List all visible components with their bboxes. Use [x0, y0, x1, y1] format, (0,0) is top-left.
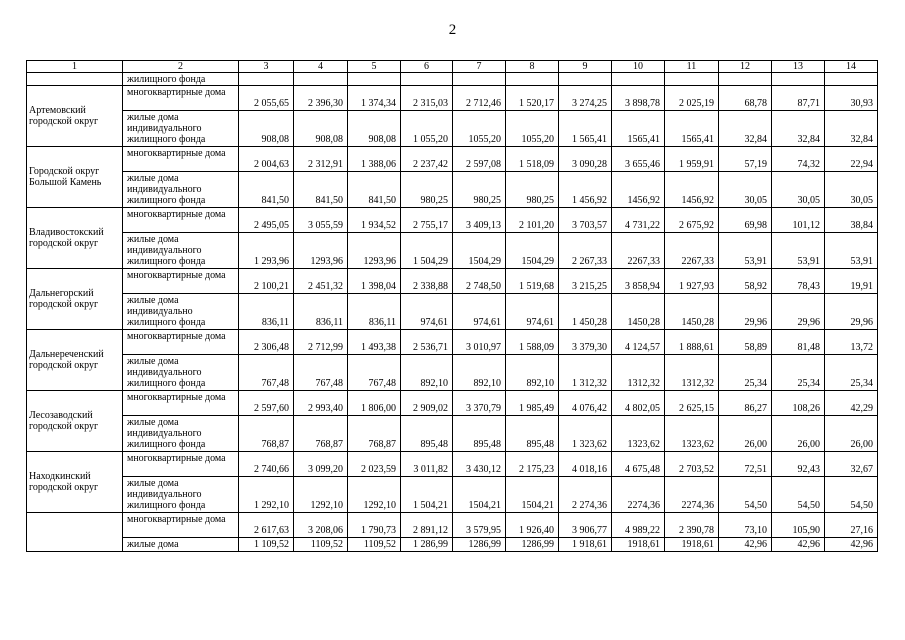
type-cell: многоквартирные дома: [123, 452, 239, 477]
value-cell: 1 055,20: [401, 111, 453, 147]
value-cell: 1 398,04: [348, 269, 401, 294]
value-cell: 1292,10: [294, 477, 348, 513]
column-header: 3: [239, 61, 294, 73]
value-cell: 42,29: [825, 391, 878, 416]
value-cell: 2 312,91: [294, 147, 348, 172]
value-cell: 1 806,00: [348, 391, 401, 416]
value-cell: 1 518,09: [506, 147, 559, 172]
value-cell: 1918,61: [612, 538, 665, 552]
type-cell: многоквартирные дома: [123, 330, 239, 355]
value-cell: 29,96: [772, 294, 825, 330]
value-cell: 3 208,06: [294, 513, 348, 538]
column-header: 13: [772, 61, 825, 73]
value-cell: 895,48: [506, 416, 559, 452]
value-cell: 1 918,61: [559, 538, 612, 552]
column-header: 6: [401, 61, 453, 73]
column-header: 5: [348, 61, 401, 73]
value-cell: 3 655,46: [612, 147, 665, 172]
value-cell: 1504,21: [453, 477, 506, 513]
value-cell: 974,61: [506, 294, 559, 330]
table-row: [27, 172, 878, 208]
table-row: [27, 538, 878, 552]
value-cell: 4 675,48: [612, 452, 665, 477]
value-cell: 105,90: [772, 513, 825, 538]
value-cell: [401, 73, 453, 86]
type-cell: жилые дома индивидуального жилищного фонда: [123, 416, 239, 452]
value-cell: 895,48: [401, 416, 453, 452]
value-cell: 32,67: [825, 452, 878, 477]
value-cell: 2 175,23: [506, 452, 559, 477]
column-header: 1: [27, 61, 123, 73]
value-cell: 72,51: [719, 452, 772, 477]
value-cell: 25,34: [719, 355, 772, 391]
value-cell: 22,94: [825, 147, 878, 172]
value-cell: [348, 73, 401, 86]
value-cell: 42,96: [825, 538, 878, 552]
value-cell: 3 898,78: [612, 86, 665, 111]
value-cell: 1 292,10: [239, 477, 294, 513]
value-cell: 3 274,25: [559, 86, 612, 111]
value-cell: [772, 73, 825, 86]
value-cell: 1293,96: [294, 233, 348, 269]
value-cell: 980,25: [401, 172, 453, 208]
value-cell: 1 504,21: [401, 477, 453, 513]
column-header: 8: [506, 61, 559, 73]
column-header: 10: [612, 61, 665, 73]
type-cell: многоквартирные дома: [123, 513, 239, 538]
value-cell: 1055,20: [506, 111, 559, 147]
value-cell: 2 597,60: [239, 391, 294, 416]
value-cell: 69,98: [719, 208, 772, 233]
value-cell: 1 388,06: [348, 147, 401, 172]
header-row: [27, 61, 878, 73]
value-cell: 38,84: [825, 208, 878, 233]
value-cell: 767,48: [348, 355, 401, 391]
value-cell: [294, 73, 348, 86]
table-row: [27, 86, 878, 111]
value-cell: 1450,28: [665, 294, 719, 330]
value-cell: 58,89: [719, 330, 772, 355]
value-cell: 892,10: [506, 355, 559, 391]
value-cell: 980,25: [453, 172, 506, 208]
value-cell: 32,84: [825, 111, 878, 147]
value-cell: 1312,32: [665, 355, 719, 391]
value-cell: 767,48: [294, 355, 348, 391]
value-cell: 57,19: [719, 147, 772, 172]
value-cell: 3 099,20: [294, 452, 348, 477]
value-cell: 1565,41: [665, 111, 719, 147]
value-cell: 2 703,52: [665, 452, 719, 477]
value-cell: 3 858,94: [612, 269, 665, 294]
column-header: 11: [665, 61, 719, 73]
type-cell: многоквартирные дома: [123, 391, 239, 416]
value-cell: [612, 73, 665, 86]
value-cell: 2 740,66: [239, 452, 294, 477]
table-row: [27, 452, 878, 477]
value-cell: 108,26: [772, 391, 825, 416]
value-cell: 1286,99: [453, 538, 506, 552]
type-cell: многоквартирные дома: [123, 147, 239, 172]
value-cell: 4 989,22: [612, 513, 665, 538]
value-cell: 101,12: [772, 208, 825, 233]
value-cell: 74,32: [772, 147, 825, 172]
value-cell: 2 451,32: [294, 269, 348, 294]
value-cell: 1109,52: [348, 538, 401, 552]
value-cell: 1450,28: [612, 294, 665, 330]
value-cell: 836,11: [239, 294, 294, 330]
tariff-table: [26, 60, 878, 552]
value-cell: 2 237,42: [401, 147, 453, 172]
table-body: [27, 73, 878, 552]
value-cell: 836,11: [294, 294, 348, 330]
column-header: 4: [294, 61, 348, 73]
value-cell: 2 993,40: [294, 391, 348, 416]
type-cell: многоквартирные дома: [123, 269, 239, 294]
value-cell: 3 010,97: [453, 330, 506, 355]
value-cell: 26,00: [772, 416, 825, 452]
region-cell: Дальнереченский городской округ: [27, 330, 123, 391]
value-cell: 1504,29: [506, 233, 559, 269]
page-number: 2: [448, 22, 457, 38]
value-cell: 1918,61: [665, 538, 719, 552]
value-cell: 92,43: [772, 452, 825, 477]
value-cell: 54,50: [719, 477, 772, 513]
value-cell: 54,50: [825, 477, 878, 513]
value-cell: 13,72: [825, 330, 878, 355]
value-cell: 1 286,99: [401, 538, 453, 552]
value-cell: 30,05: [825, 172, 878, 208]
value-cell: 1312,32: [612, 355, 665, 391]
type-cell: жилые дома индивидуального жилищного фонда: [123, 111, 239, 147]
value-cell: 68,78: [719, 86, 772, 111]
region-cell: Дальнегорский городской округ: [27, 269, 123, 330]
column-header: 9: [559, 61, 612, 73]
value-cell: 1 456,92: [559, 172, 612, 208]
value-cell: 27,16: [825, 513, 878, 538]
value-cell: 19,91: [825, 269, 878, 294]
column-header: 14: [825, 61, 878, 73]
value-cell: 768,87: [294, 416, 348, 452]
value-cell: 32,84: [719, 111, 772, 147]
value-cell: 1 588,09: [506, 330, 559, 355]
value-cell: 2 495,05: [239, 208, 294, 233]
value-cell: 2 338,88: [401, 269, 453, 294]
value-cell: 1456,92: [665, 172, 719, 208]
value-cell: 3 370,79: [453, 391, 506, 416]
value-cell: 1 565,41: [559, 111, 612, 147]
type-cell: жилые дома индивидуального жилищного фонда: [123, 355, 239, 391]
type-cell: жилые дома: [123, 538, 239, 552]
type-cell: многоквартирные дома: [123, 86, 239, 111]
value-cell: 1 790,73: [348, 513, 401, 538]
value-cell: 2 748,50: [453, 269, 506, 294]
value-cell: 2 536,71: [401, 330, 453, 355]
value-cell: 768,87: [348, 416, 401, 452]
value-cell: 1323,62: [665, 416, 719, 452]
value-cell: 86,27: [719, 391, 772, 416]
value-cell: [665, 73, 719, 86]
value-cell: 974,61: [401, 294, 453, 330]
value-cell: 1323,62: [612, 416, 665, 452]
table-row: [27, 208, 878, 233]
value-cell: 836,11: [348, 294, 401, 330]
value-cell: 2 315,03: [401, 86, 453, 111]
value-cell: 1292,10: [348, 477, 401, 513]
value-cell: 1 109,52: [239, 538, 294, 552]
value-cell: 78,43: [772, 269, 825, 294]
value-cell: 1293,96: [348, 233, 401, 269]
value-cell: 3 906,77: [559, 513, 612, 538]
value-cell: 30,05: [772, 172, 825, 208]
region-cell: [27, 73, 123, 86]
type-cell: многоквартирные дома: [123, 208, 239, 233]
value-cell: 2 101,20: [506, 208, 559, 233]
table-row: [27, 391, 878, 416]
value-cell: 1 888,61: [665, 330, 719, 355]
value-cell: 32,84: [772, 111, 825, 147]
value-cell: 1504,21: [506, 477, 559, 513]
value-cell: 3 579,95: [453, 513, 506, 538]
table-row: [27, 294, 878, 330]
value-cell: 1 926,40: [506, 513, 559, 538]
value-cell: 4 076,42: [559, 391, 612, 416]
value-cell: 87,71: [772, 86, 825, 111]
value-cell: 3 011,82: [401, 452, 453, 477]
value-cell: 908,08: [239, 111, 294, 147]
value-cell: 2 390,78: [665, 513, 719, 538]
type-cell: жилые дома индивидуального жилищного фонда: [123, 477, 239, 513]
value-cell: 1565,41: [612, 111, 665, 147]
table-row: [27, 416, 878, 452]
value-cell: 908,08: [294, 111, 348, 147]
value-cell: 892,10: [401, 355, 453, 391]
value-cell: 1 504,29: [401, 233, 453, 269]
value-cell: [825, 73, 878, 86]
value-cell: 2 625,15: [665, 391, 719, 416]
value-cell: 4 018,16: [559, 452, 612, 477]
value-cell: 1456,92: [612, 172, 665, 208]
region-cell: Городской округ Большой Камень: [27, 147, 123, 208]
value-cell: 30,93: [825, 86, 878, 111]
value-cell: 1 519,68: [506, 269, 559, 294]
value-cell: 73,10: [719, 513, 772, 538]
value-cell: 908,08: [348, 111, 401, 147]
region-cell: Лесозаводский городской округ: [27, 391, 123, 452]
value-cell: 2274,36: [612, 477, 665, 513]
value-cell: [506, 73, 559, 86]
value-cell: 3 703,57: [559, 208, 612, 233]
column-header: 2: [123, 61, 239, 73]
value-cell: 4 124,57: [612, 330, 665, 355]
value-cell: 1 934,52: [348, 208, 401, 233]
value-cell: 841,50: [348, 172, 401, 208]
value-cell: 1 450,28: [559, 294, 612, 330]
column-header: 12: [719, 61, 772, 73]
table-row: [27, 111, 878, 147]
value-cell: 53,91: [772, 233, 825, 269]
value-cell: 58,92: [719, 269, 772, 294]
value-cell: 895,48: [453, 416, 506, 452]
value-cell: [239, 73, 294, 86]
value-cell: 841,50: [294, 172, 348, 208]
value-cell: 4 802,05: [612, 391, 665, 416]
value-cell: 1504,29: [453, 233, 506, 269]
type-cell: жилые дома индивидуального жилищного фонда: [123, 172, 239, 208]
value-cell: 2 597,08: [453, 147, 506, 172]
region-cell: Находкинский городской округ: [27, 452, 123, 513]
value-cell: 1286,99: [506, 538, 559, 552]
value-cell: 892,10: [453, 355, 506, 391]
value-cell: 768,87: [239, 416, 294, 452]
value-cell: 2 274,36: [559, 477, 612, 513]
value-cell: 2274,36: [665, 477, 719, 513]
value-cell: [559, 73, 612, 86]
value-cell: 3 430,12: [453, 452, 506, 477]
value-cell: 29,96: [719, 294, 772, 330]
value-cell: 25,34: [772, 355, 825, 391]
value-cell: 2 055,65: [239, 86, 294, 111]
value-cell: 2 712,99: [294, 330, 348, 355]
column-header: 7: [453, 61, 506, 73]
value-cell: 3 215,25: [559, 269, 612, 294]
value-cell: 1 323,62: [559, 416, 612, 452]
value-cell: 2 306,48: [239, 330, 294, 355]
value-cell: 2 025,19: [665, 86, 719, 111]
value-cell: 1109,52: [294, 538, 348, 552]
value-cell: 2267,33: [612, 233, 665, 269]
type-cell: жилые дома индивидуального жилищного фонда: [123, 233, 239, 269]
table-row: [27, 477, 878, 513]
value-cell: 1055,20: [453, 111, 506, 147]
value-cell: 2 891,12: [401, 513, 453, 538]
value-cell: 30,05: [719, 172, 772, 208]
value-cell: 54,50: [772, 477, 825, 513]
table-row: [27, 73, 878, 86]
value-cell: 2267,33: [665, 233, 719, 269]
table-row: [27, 513, 878, 538]
value-cell: 1 493,38: [348, 330, 401, 355]
value-cell: 2 023,59: [348, 452, 401, 477]
value-cell: 1 520,17: [506, 86, 559, 111]
type-cell: жилищного фонда: [123, 73, 239, 86]
table-row: [27, 233, 878, 269]
value-cell: 42,96: [772, 538, 825, 552]
value-cell: 1 985,49: [506, 391, 559, 416]
value-cell: 25,34: [825, 355, 878, 391]
value-cell: 3 090,28: [559, 147, 612, 172]
value-cell: 53,91: [719, 233, 772, 269]
value-cell: 26,00: [825, 416, 878, 452]
value-cell: 3 055,59: [294, 208, 348, 233]
value-cell: 2 909,02: [401, 391, 453, 416]
table-row: [27, 269, 878, 294]
value-cell: 2 004,63: [239, 147, 294, 172]
table-row: [27, 330, 878, 355]
value-cell: 1 959,91: [665, 147, 719, 172]
value-cell: 1 927,93: [665, 269, 719, 294]
table-row: [27, 355, 878, 391]
value-cell: 81,48: [772, 330, 825, 355]
value-cell: 1 374,34: [348, 86, 401, 111]
value-cell: 2 100,21: [239, 269, 294, 294]
region-cell: Владивостокский городской округ: [27, 208, 123, 269]
value-cell: 980,25: [506, 172, 559, 208]
value-cell: 3 379,30: [559, 330, 612, 355]
value-cell: 2 267,33: [559, 233, 612, 269]
value-cell: 29,96: [825, 294, 878, 330]
value-cell: 1 312,32: [559, 355, 612, 391]
region-cell: [27, 513, 123, 552]
value-cell: 841,50: [239, 172, 294, 208]
value-cell: 4 731,22: [612, 208, 665, 233]
value-cell: 1 293,96: [239, 233, 294, 269]
value-cell: 974,61: [453, 294, 506, 330]
region-cell: Артемовский городской округ: [27, 86, 123, 147]
value-cell: 2 755,17: [401, 208, 453, 233]
table-row: [27, 147, 878, 172]
type-cell: жилые дома индивидуально жилищного фонда: [123, 294, 239, 330]
value-cell: 53,91: [825, 233, 878, 269]
value-cell: 42,96: [719, 538, 772, 552]
value-cell: 767,48: [239, 355, 294, 391]
value-cell: [453, 73, 506, 86]
value-cell: 3 409,13: [453, 208, 506, 233]
value-cell: 2 396,30: [294, 86, 348, 111]
value-cell: 2 617,63: [239, 513, 294, 538]
value-cell: 26,00: [719, 416, 772, 452]
value-cell: [719, 73, 772, 86]
value-cell: 2 712,46: [453, 86, 506, 111]
value-cell: 2 675,92: [665, 208, 719, 233]
